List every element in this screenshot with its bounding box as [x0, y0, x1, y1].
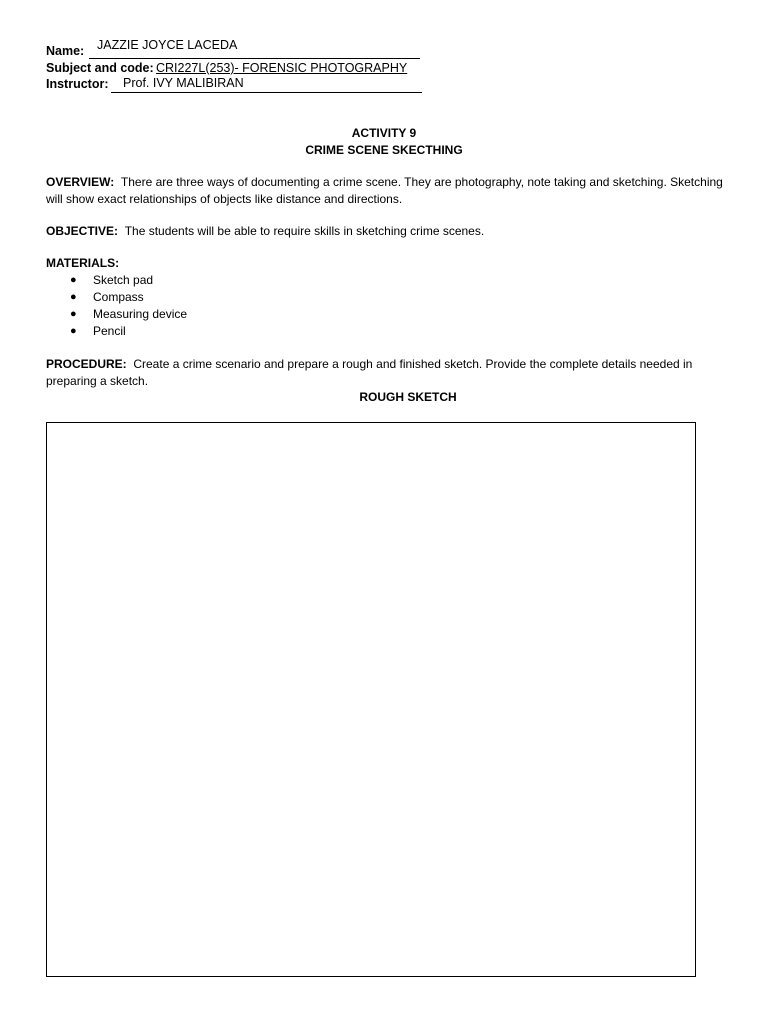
rough-sketch-box[interactable] [46, 422, 696, 977]
bullet-icon: ● [70, 308, 77, 320]
bullet-icon: ● [70, 291, 77, 303]
objective-label: OBJECTIVE: [46, 224, 119, 238]
procedure-section [46, 356, 736, 389]
instructor-underline [111, 92, 422, 93]
instructor-label: Instructor: [46, 77, 109, 91]
instructor-value: Prof. IVY MALIBIRAN [123, 76, 244, 90]
materials-label: MATERIALS: [46, 256, 120, 270]
list-item [70, 306, 187, 323]
activity-title: CRIME SCENE SKECTHING [305, 143, 463, 157]
overview-section [46, 174, 736, 207]
procedure-text: Create a crime scenario and prepare a rough and finished sketch. Provide the complete details needed in preparing a sketch. [46, 357, 693, 388]
objective-text: The students will be able to require skills in sketching crime scenes. [124, 224, 485, 238]
overview-label: OVERVIEW: [46, 175, 115, 189]
list-item [70, 272, 187, 289]
subject-label: Subject and code: [46, 61, 154, 75]
list-item [70, 323, 187, 340]
name-value: JAZZIE JOYCE LACEDA [97, 38, 238, 52]
material-item: Measuring device [93, 307, 188, 321]
material-item: Compass [93, 290, 144, 304]
name-underline [89, 58, 420, 59]
name-label: Name: [46, 44, 85, 58]
material-item: Sketch pad [93, 273, 154, 287]
list-item [70, 289, 187, 306]
bullet-icon: ● [70, 325, 77, 337]
activity-number: ACTIVITY 9 [351, 126, 417, 140]
objective-section [46, 223, 736, 240]
overview-text: There are three ways of documenting a crime scene. They are photography, note taking and sketching. Sketching will show exact relationships of objects like distance and directions. [46, 175, 723, 206]
procedure-label: PROCEDURE: [46, 357, 127, 371]
bullet-icon: ● [70, 274, 77, 286]
materials-list [70, 272, 187, 340]
material-item: Pencil [93, 324, 126, 338]
rough-sketch-heading: ROUGH SKETCH [359, 390, 457, 404]
subject-value: CRI227L(253)- FORENSIC PHOTOGRAPHY [156, 61, 408, 75]
materials-section [46, 255, 736, 272]
